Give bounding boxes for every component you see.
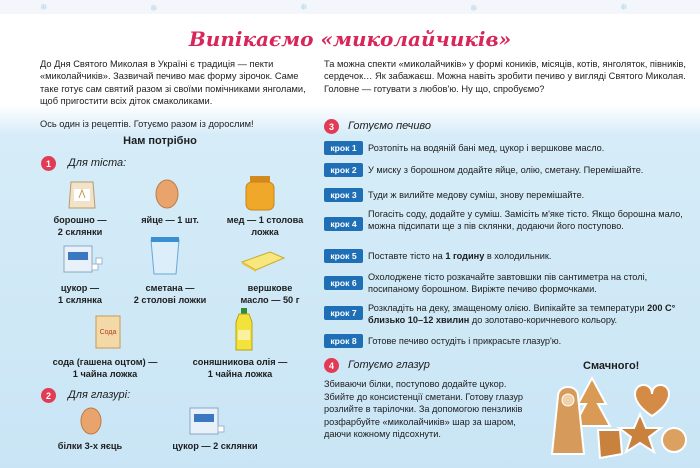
step-badge: крок 5 xyxy=(324,249,363,263)
sugar-icon xyxy=(186,402,230,436)
ingredient-oil-line2: 1 чайна ложка xyxy=(207,369,273,379)
intro-left: До Дня Святого Миколая в Україні є традиція — пекти «миколайчиків». Зазвичай печиво має форму зірочок. Саме таке готує сам святий разом зі своїми помічниками янголами, щоб пригостити всіх діток смаколиками. xyxy=(40,59,306,107)
ingredient-soda-line2: 1 чайна ложка xyxy=(72,369,138,379)
ingredient-sugar-line2: 1 склянка xyxy=(58,295,102,305)
ingredient-soda-line1: сода (гашена оцтом) — xyxy=(52,357,158,367)
ingredient-sugar-line1: цукор — xyxy=(60,283,100,293)
step-badge: крок 3 xyxy=(324,188,363,202)
section-title: Готуємо глазур xyxy=(348,359,430,371)
section-title: Для глазурі: xyxy=(68,389,131,401)
honey-jar-icon xyxy=(242,174,278,212)
bon-appetit: Смачного! xyxy=(583,360,640,372)
step-text: Туди ж вилийте медову суміш, знову перемішайте. xyxy=(368,190,585,200)
step-badge: крок 4 xyxy=(324,217,363,231)
snowflake-icon: ❄ xyxy=(40,2,48,12)
cookie-round-icon xyxy=(662,428,686,452)
ingredient-flour-line1: борошно — xyxy=(53,215,107,225)
snowflake-icon: ❄ xyxy=(470,3,478,13)
egg-icon xyxy=(152,176,182,210)
section-number: 1 xyxy=(41,156,56,171)
cookie-heart-icon xyxy=(635,385,669,416)
butter-icon xyxy=(240,248,286,272)
ingredient-honey-line1: мед — 1 столова xyxy=(226,215,304,225)
step-badge: крок 7 xyxy=(324,306,363,320)
soda-box-label: Сода xyxy=(99,329,117,336)
glaze-instructions: Збиваючи білки, поступово додайте цукор. Збийте до консистенції сметани. Готову глазур розлийте в тарілочки. За допомогою пензликів розфарбуйте «миколайчиків» шар за шаром, даючи кожному підсохнути. xyxy=(324,379,523,439)
step-badge: крок 8 xyxy=(324,334,363,348)
glaze-egg-whites: білки 3-х яєць xyxy=(57,441,123,451)
section-title: Готуємо печиво xyxy=(348,120,432,132)
ingredient-egg: яйце — 1 шт. xyxy=(141,215,199,225)
ingredient-butter-line2: масло — 50 г xyxy=(240,295,300,305)
glaze-sugar: цукор — 2 склянки xyxy=(172,441,258,451)
section-title: Для тіста: xyxy=(68,157,127,169)
recipe-line: Ось один із рецептів. Готуємо разом із дорослим! xyxy=(40,119,254,129)
step-text: Погасіть соду, додайте у суміш. Замісіть м'яке тісто. Якщо борошна мало, можна підсипати ще з пів склянки, додаючи його поступово. xyxy=(368,209,683,232)
step-text-part: Розкладіть на деку, змащеному олією. Випікайте за температури xyxy=(368,303,648,313)
step-badge: крок 2 xyxy=(324,163,363,177)
ingredient-butter-line1: вершкове xyxy=(247,283,293,293)
oil-bottle-icon xyxy=(232,306,256,352)
step-text-part: до золотаво-коричневого кольору. xyxy=(469,315,618,326)
step-text xyxy=(368,250,693,262)
sugar-icon xyxy=(60,240,104,274)
need-heading: Нам потрібно xyxy=(123,135,197,147)
ingredient-honey-line2: ложка xyxy=(251,227,279,237)
snowflake-icon: ❄ xyxy=(620,2,628,12)
sour-cream-icon xyxy=(148,234,182,276)
step-text: Готове печиво остудіть і прикрасьте глазур'ю. xyxy=(368,336,562,346)
step-badge: крок 6 xyxy=(324,276,363,290)
ingredient-sour-cream-line1: сметана — xyxy=(145,283,195,293)
step-text: Охолоджене тісто розкачайте завтовшки пів сантиметра на столі, посипаному борошном. Виріжте печиво формочками. xyxy=(368,272,648,295)
section-number: 3 xyxy=(324,119,339,134)
cookie-mitten-icon xyxy=(598,430,622,458)
egg-whites-icon xyxy=(77,404,105,436)
ingredient-flour-line2: 2 склянки xyxy=(57,227,103,237)
step-text-bold: 200 С° близько 10–12 хвилин xyxy=(368,303,676,326)
step-badge: крок 1 xyxy=(324,141,363,155)
ingredient-oil-line1: соняшникова олія — xyxy=(192,357,288,367)
step-text: У миску з борошном додайте яйце, олію, сметану. Перемішайте. xyxy=(368,165,644,175)
snowflake-icon: ❄ xyxy=(150,3,158,13)
cookie-santa-icon xyxy=(552,387,584,454)
page-title: Випікаємо «миколайчиків» xyxy=(188,27,512,51)
flour-icon xyxy=(65,176,99,210)
soda-box-icon xyxy=(93,312,123,350)
ingredient-sour-cream-line2: 2 столові ложки xyxy=(133,295,207,305)
step-text-part: Поставте тісто на xyxy=(368,251,446,261)
intro-right: Та можна спекти «миколайчиків» у формі коників, місяців, котів, янголяток, півників, сердечок… Як забажаєш. Можна навіть зробити печиво у вигляді Святого Миколая. Головне — готувати з любов'ю. Ну що, спробуємо? xyxy=(324,59,686,94)
step-text-part: в холодильник. xyxy=(484,251,552,261)
step-text: Розтопіть на водяній бані мед, цукор і вершкове масло. xyxy=(368,143,605,153)
top-band xyxy=(0,0,700,14)
step-text-bold: 1 годину xyxy=(445,251,485,261)
section-number: 4 xyxy=(324,358,339,373)
section-number: 2 xyxy=(41,388,56,403)
decorated-cookies-image xyxy=(540,374,690,462)
cookie-star-icon xyxy=(619,414,661,452)
snowflake-icon: ❄ xyxy=(300,2,308,12)
step-text xyxy=(368,302,693,327)
